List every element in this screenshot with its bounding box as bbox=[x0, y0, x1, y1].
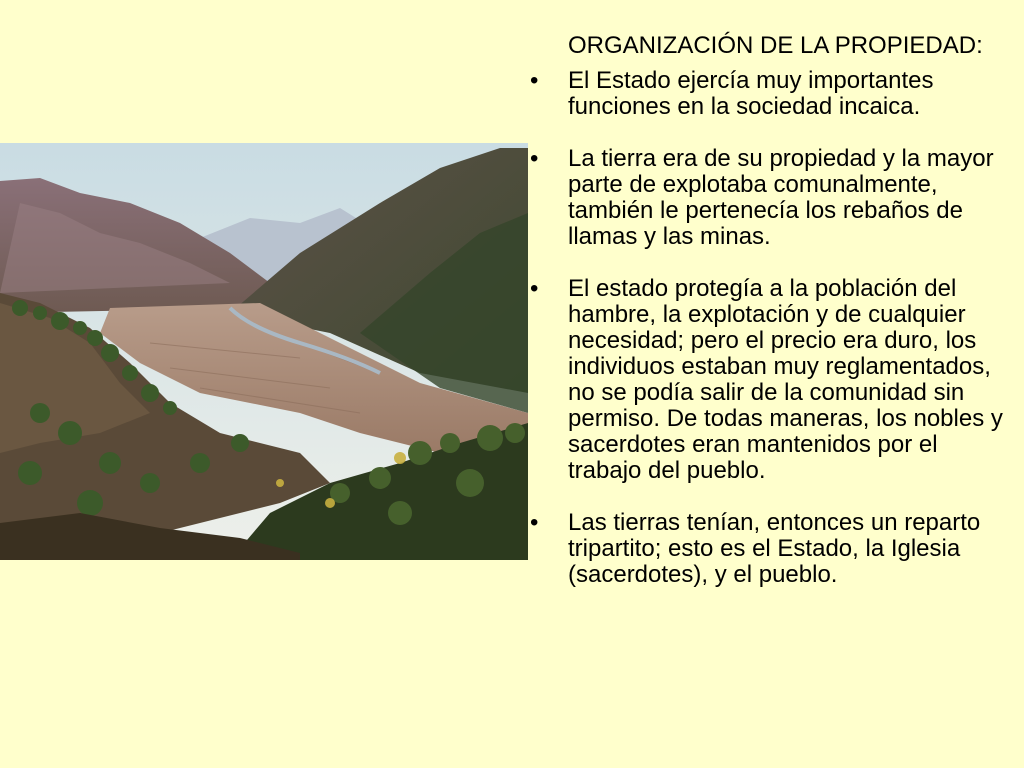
bullet-item bbox=[530, 510, 1016, 588]
text-column bbox=[530, 32, 1016, 614]
valley-landscape-photo bbox=[0, 143, 528, 560]
bullet-text: El estado protegía a la población del hambre, la explotación y de cualquier necesidad; pero el precio era duro, los individuos estaban muy reglamentados, no se podía salir de la comunidad sin permiso. De todas maneras, los nobles y sacerdotes eran mantenidos por el trabajo del pueblo. bbox=[568, 275, 1003, 484]
slide-heading: ORGANIZACIÓN DE LA PROPIEDAD: bbox=[568, 32, 983, 59]
bullet-icon: • bbox=[530, 145, 539, 172]
bullet-icon: • bbox=[530, 275, 539, 302]
bullet-list bbox=[530, 68, 1016, 588]
bullet-text: La tierra era de su propiedad y la mayor parte de explotaba comunalmente, también le pertenecía los rebaños de llamas y las minas. bbox=[568, 145, 994, 250]
bullet-item bbox=[530, 276, 1016, 484]
bullet-item bbox=[530, 68, 1016, 120]
bullet-item bbox=[530, 146, 1016, 250]
bullet-text: Las tierras tenían, entonces un reparto tripartito; esto es el Estado, la Iglesia (sacerdotes), y el pueblo. bbox=[568, 509, 981, 588]
bullet-text: El Estado ejercía muy importantes funciones en la sociedad incaica. bbox=[568, 67, 934, 120]
bullet-icon: • bbox=[530, 509, 539, 536]
valley-landscape-image bbox=[0, 143, 528, 560]
bullet-icon: • bbox=[530, 67, 539, 94]
